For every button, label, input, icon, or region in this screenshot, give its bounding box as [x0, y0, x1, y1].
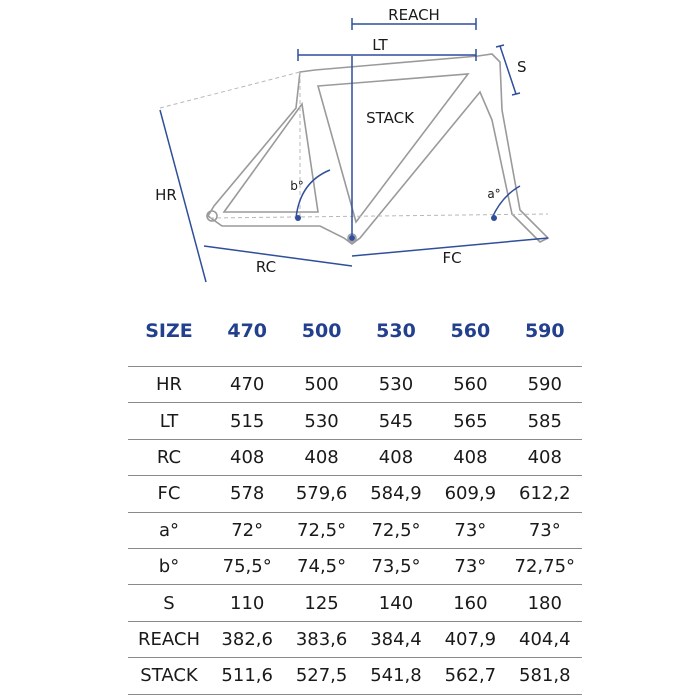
table-cell: 541,8	[359, 658, 433, 694]
reach-label: REACH	[388, 6, 440, 24]
table-cell: 384,4	[359, 621, 433, 657]
fc-label: FC	[442, 249, 462, 267]
table-cell: 408	[284, 439, 358, 475]
size-590-header: 590	[524, 320, 565, 342]
table-cell: 527,5	[284, 658, 358, 694]
table-cell: 140	[359, 585, 433, 621]
table-cell: 408	[210, 439, 284, 475]
table-cell: 73,5°	[359, 548, 433, 584]
spacer-cell	[128, 350, 582, 367]
table-cell: 73°	[433, 512, 507, 548]
table-row	[128, 439, 582, 475]
row-label: S	[128, 585, 210, 621]
table-cell: 500	[284, 367, 358, 403]
table-row	[128, 585, 582, 621]
table-cell: 383,6	[284, 621, 358, 657]
b-angle-label: b°	[290, 179, 304, 193]
table-row	[128, 367, 582, 403]
table-cell: 578	[210, 476, 284, 512]
row-label: LT	[128, 403, 210, 439]
table-cell: 581,8	[508, 658, 582, 694]
lt-label: LT	[372, 36, 388, 54]
row-label: HR	[128, 367, 210, 403]
table-row	[128, 658, 582, 694]
table-cell: 72°	[210, 512, 284, 548]
row-label: b°	[128, 548, 210, 584]
a-angle-label: a°	[487, 187, 501, 201]
table-cell: 545	[359, 403, 433, 439]
size-470-header: 470	[227, 320, 268, 342]
rc-label: RC	[255, 258, 277, 276]
table-cell: 382,6	[210, 621, 284, 657]
table-cell: 609,9	[433, 476, 507, 512]
table-cell: 73°	[433, 548, 507, 584]
table-cell: 470	[210, 367, 284, 403]
table-row	[128, 476, 582, 512]
table-cell: 125	[284, 585, 358, 621]
size-500-header: 500	[301, 320, 342, 342]
table-row	[128, 548, 582, 584]
table-cell: 590	[508, 367, 582, 403]
table-cell: 73°	[508, 512, 582, 548]
row-label: RC	[128, 439, 210, 475]
table-cell: 612,2	[508, 476, 582, 512]
table-row	[128, 512, 582, 548]
row-label: REACH	[128, 621, 210, 657]
size-530-header: 530	[376, 320, 416, 342]
table-cell: 75,5°	[210, 548, 284, 584]
row-label: STACK	[128, 658, 210, 694]
table-cell: 560	[433, 367, 507, 403]
row-label: FC	[128, 476, 210, 512]
table-cell: 530	[359, 367, 433, 403]
table-cell: 515	[210, 403, 284, 439]
table-cell: 408	[508, 439, 582, 475]
size-560-header: 560	[450, 320, 491, 342]
table-cell: 72,75°	[508, 548, 582, 584]
size-header-row	[128, 312, 582, 350]
table-cell: 110	[210, 585, 284, 621]
table-cell: 72,5°	[284, 512, 358, 548]
stack-label: STACK	[366, 109, 414, 127]
table-cell: 180	[508, 585, 582, 621]
table-cell: 530	[284, 403, 358, 439]
table-cell: 579,6	[284, 476, 358, 512]
table-cell: 511,6	[210, 658, 284, 694]
table-cell: 408	[359, 439, 433, 475]
table-cell: 407,9	[433, 621, 507, 657]
table-cell: 584,9	[359, 476, 433, 512]
table-cell: 408	[433, 439, 507, 475]
table-cell: 404,4	[508, 621, 582, 657]
table-cell: 585	[508, 403, 582, 439]
row-label: a°	[128, 512, 210, 548]
size-header: SIZE	[145, 320, 193, 342]
table-cell: 74,5°	[284, 548, 358, 584]
table-cell: 565	[433, 403, 507, 439]
table-cell: 562,7	[433, 658, 507, 694]
geometry-table	[128, 312, 582, 695]
spacer-row	[128, 350, 582, 367]
table-cell: 160	[433, 585, 507, 621]
reference-lines	[160, 60, 548, 238]
hr-label: HR	[155, 186, 177, 204]
table-cell: 72,5°	[359, 512, 433, 548]
table-row	[128, 403, 582, 439]
s-label: S	[517, 58, 527, 76]
frame-geometry-diagram	[0, 0, 700, 300]
table-row	[128, 621, 582, 657]
